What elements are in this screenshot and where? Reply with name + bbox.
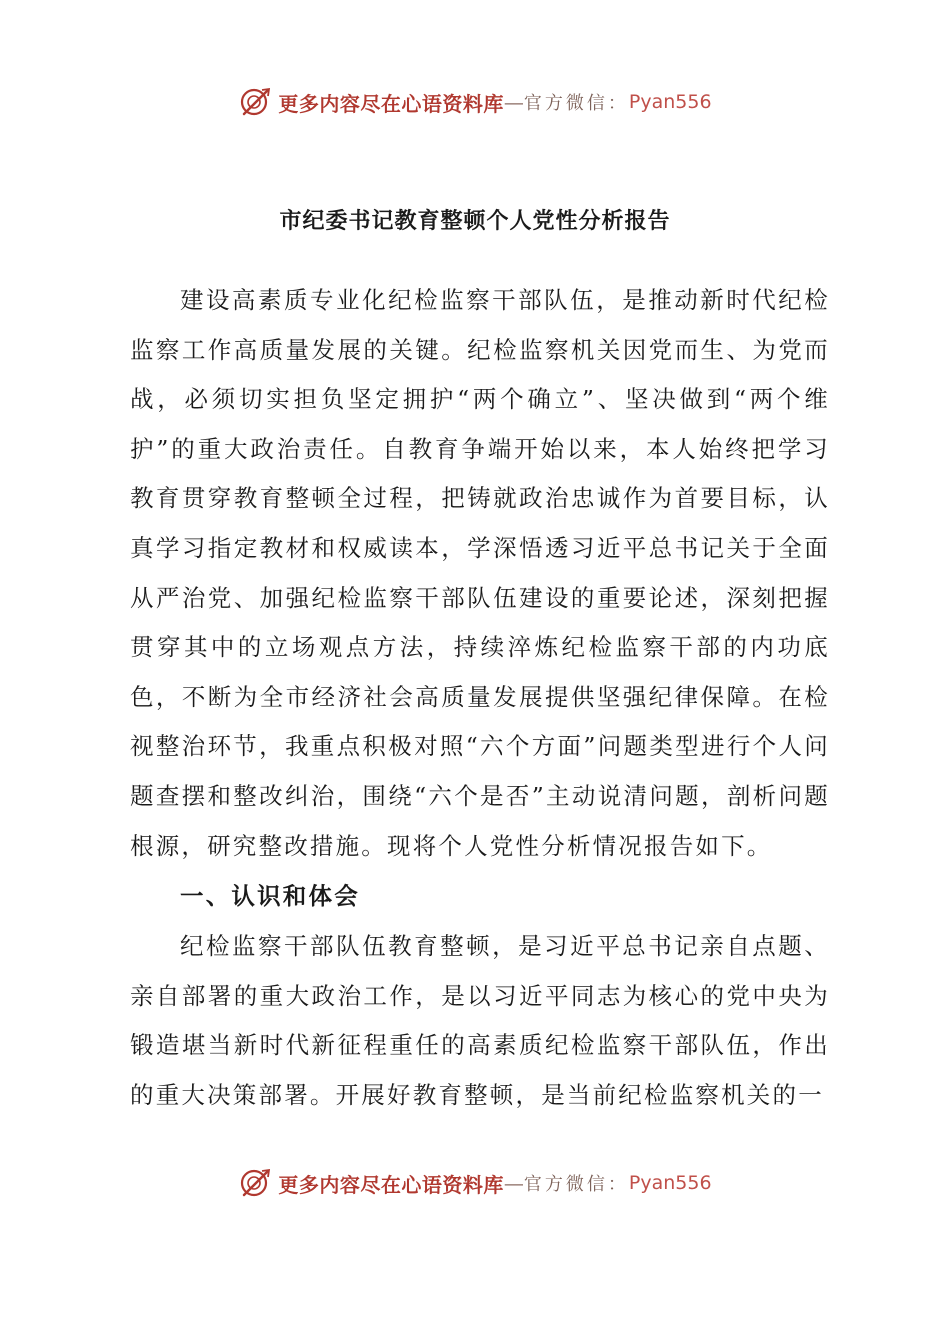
watermark-sub-text: 官方微信： xyxy=(523,93,629,114)
document-title: 市纪委书记教育整顿个人党性分析报告 xyxy=(279,208,671,234)
body-paragraph-2 xyxy=(130,922,830,1120)
pen-logo-icon xyxy=(238,84,274,120)
paragraph-text: 纪检监察干部队伍教育整顿，是习近平总书记亲自点题、亲自部署的重大政治工作，是以习近平同志为核心的党中央为锻造堪当新时代新征程重任的高素质纪检监察干部队伍，作出的重大决策部署。开展好教育整顿，是当前纪检监察机关的一 xyxy=(130,932,830,1109)
paragraph-text: 建设高素质专业化纪检监察干部队伍，是推动新时代纪检监察工作高质量发展的关键。纪检监察机关因党而生、为党而战，必须切实担负坚定拥护“两个确立”、坚决做到“两个维护”的重大政治责任。自教育争端开始以来，本人始终把学习教育贯穿教育整顿全过程，把铸就政治忠诚作为首要目标，认真学习指定教材和权威读本，学深悟透习近平总书记关于全面从严治党、加强纪检监察干部队伍建设的重要论述，深刻把握贯穿其中的立场观点方法，持续淬炼纪检监察干部的内功底色，不断为全市经济社会高质量发展提供坚强纪律保障。在检视整治环节，我重点积极对照“六个方面”问题类型进行个人问题查摆和整改纠治，围绕“六个是否”主动说清问题，剖析问题根源，研究整改措施。现将个人党性分析情况报告如下。 xyxy=(130,286,830,860)
watermark-main-text: 更多内容尽在心语资料库 xyxy=(278,1172,504,1197)
body-paragraph-1 xyxy=(130,276,830,871)
section-heading-1: 一、认识和体会 xyxy=(180,882,360,910)
watermark-dash: — xyxy=(503,90,524,114)
watermark-sub-text: 官方微信： xyxy=(523,1174,629,1195)
footer-watermark xyxy=(0,1163,950,1203)
header-watermark xyxy=(0,82,950,122)
watermark-wechat-id: Pyan556 xyxy=(628,91,712,113)
watermark-dash: — xyxy=(503,1171,524,1195)
watermark-main-text: 更多内容尽在心语资料库 xyxy=(278,91,504,116)
pen-logo-icon xyxy=(238,1165,274,1201)
watermark-wechat-id: Pyan556 xyxy=(628,1172,712,1194)
